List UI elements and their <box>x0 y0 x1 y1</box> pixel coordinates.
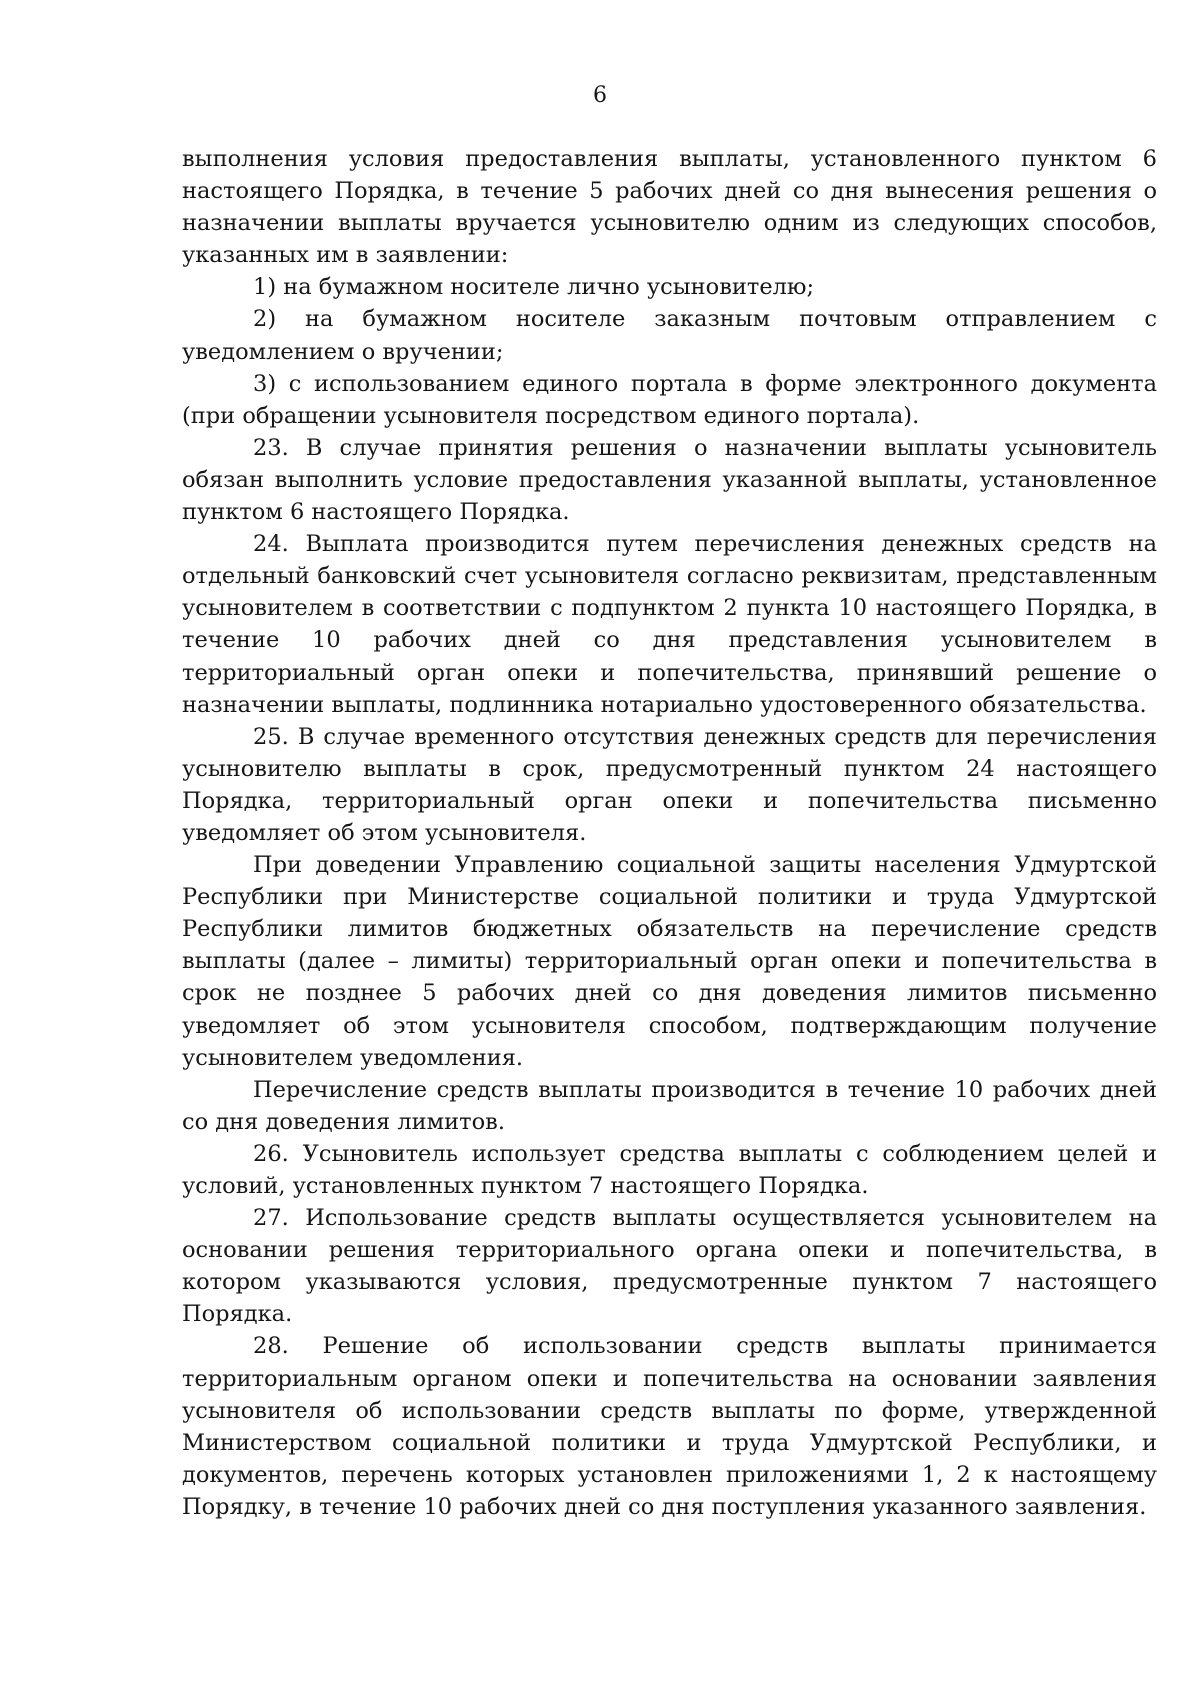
paragraph-clause-26: 26. Усыновитель использует средства выплаты с соблюдением целей и условий, установленных пунктом 7 настоящего Порядка. <box>182 1140 1157 1199</box>
paragraph-method-1: 1) на бумажном носителе лично усыновителю; <box>253 274 815 301</box>
paragraph-limits-notice: При доведении Управлению социальной защиты населения Удмуртской Республики при Министерстве социальной политики и труда Удмуртской Республики лимитов бюджетных обязательств на перечисление средств выплаты (далее – лимиты) территориальный орган опеки и попечительства в срок не позднее 5 рабочих дней со дня доведения лимитов письменно уведомляет об этом усыновителя способом, подтверждающим получение усыновителем уведомления. <box>182 852 1157 1071</box>
paragraph-method-3: 3) с использованием единого портала в форме электронного документа (при обращении усыновителя посредством единого портала). <box>182 370 1157 429</box>
page-number: 6 <box>593 83 607 108</box>
paragraph-continuation: выполнения условия предоставления выплаты, установленного пунктом 6 настоящего Порядка, в течение 5 рабочих дней со дня вынесения решения о назначении выплаты вручается усыновителю одним из следующих способов, указанных им в заявлении: <box>182 146 1157 269</box>
paragraph-clause-23: 23. В случае принятия решения о назначении выплаты усыновитель обязан выполнить условие предоставления указанной выплаты, установленное пунктом 6 настоящего Порядка. <box>182 434 1157 526</box>
paragraph-clause-27: 27. Использование средств выплаты осуществляется усыновителем на основании решения территориального органа опеки и попечительства, в котором указываются условия, предусмотренные пунктом 7 настоящего Порядка. <box>182 1205 1157 1328</box>
paragraph-clause-25: 25. В случае временного отсутствия денежных средств для перечисления усыновителю выплаты в срок, предусмотренный пунктом 24 настоящего Порядка, территориальный орган опеки и попечительства письменно уведомляет об этом усыновителя. <box>182 723 1157 846</box>
paragraph-method-2: 2) на бумажном носителе заказным почтовым отправлением с уведомлением о вручении; <box>182 306 1157 365</box>
paragraph-clause-28: 28. Решение об использовании средств выплаты принимается территориальным органом опеки и попечительства на основании заявления усыновителя об использовании средств выплаты по форме, утвержденной Министерством социальной политики и труда Удмуртской Республики, и документов, перечень которых установлен приложениями 1, 2 к настоящему Порядку, в течение 10 рабочих дней со дня поступления указанного заявления. <box>182 1333 1157 1520</box>
paragraph-transfer-term: Перечисление средств выплаты производится в течение 10 рабочих дней со дня доведения лимитов. <box>182 1076 1157 1135</box>
document-body <box>182 143 1157 1523</box>
paragraph-clause-24: 24. Выплата производится путем перечисления денежных средств на отдельный банковский счет усыновителя согласно реквизитам, представленным усыновителем в соответствии с подпунктом 2 пункта 10 настоящего Порядка, в течение 10 рабочих дней со дня представления усыновителем в территориальный орган опеки и попечительства, принявший решение о назначении выплаты, подлинника нотариально удостоверенного обязательства. <box>182 531 1157 718</box>
